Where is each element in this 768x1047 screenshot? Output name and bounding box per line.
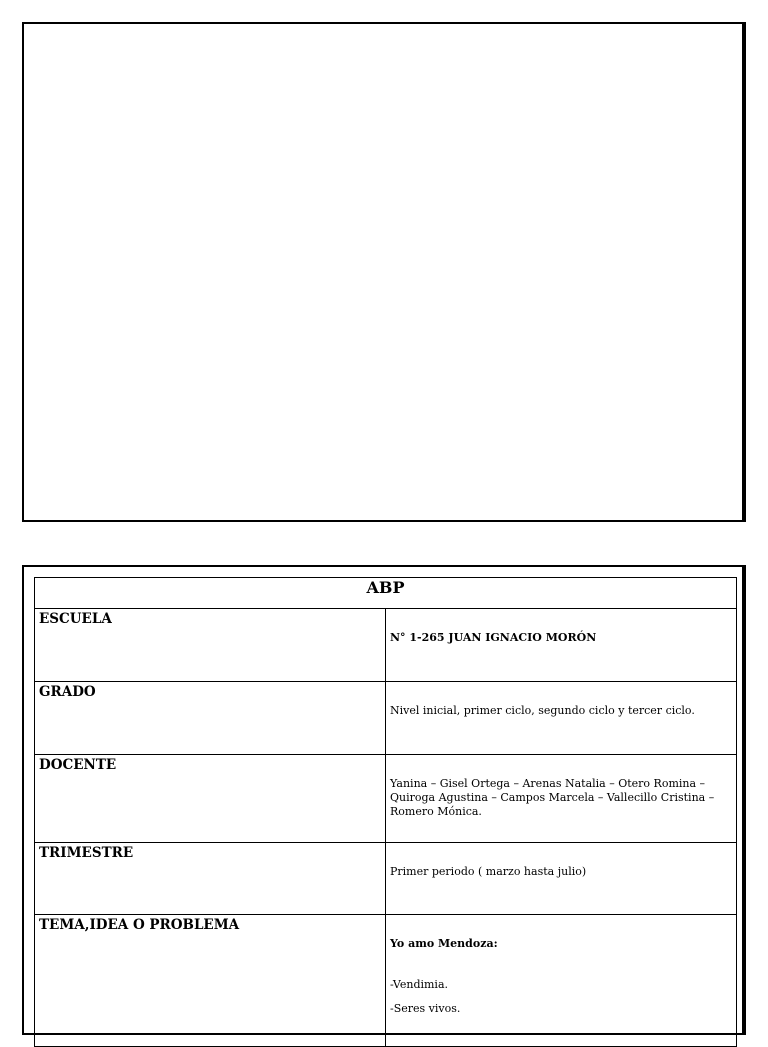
trimestre-label: TRIMESTRE bbox=[35, 843, 386, 915]
tema-label: TEMA,IDEA O PROBLEMA bbox=[35, 915, 386, 1047]
tema-item-seres-vivos: -Seres vivos. bbox=[390, 1002, 461, 1015]
table-row bbox=[35, 755, 737, 843]
tema-value: Yo amo Mendoza: bbox=[390, 937, 498, 950]
table-row bbox=[35, 915, 737, 1047]
tema-value-cell bbox=[386, 915, 737, 1047]
trimestre-value: Primer periodo ( marzo hasta julio) bbox=[390, 865, 587, 878]
docente-label: DOCENTE bbox=[35, 755, 386, 843]
grado-value-cell bbox=[386, 682, 737, 755]
document-page bbox=[22, 565, 744, 1035]
docente-value-cell bbox=[386, 755, 737, 843]
docente-value: Yanina – Gisel Ortega – Arenas Natalia – Otero Romina – Quiroga Agustina – Campos Marcela – Vallecillo Cristina – Romero Mónica. bbox=[390, 777, 715, 818]
grado-value: Nivel inicial, primer ciclo, segundo ciclo y tercer ciclo. bbox=[390, 704, 695, 717]
table-title: ABP bbox=[35, 578, 737, 609]
table-row bbox=[35, 843, 737, 915]
blank-page bbox=[22, 22, 744, 522]
escuela-value-cell bbox=[386, 609, 737, 682]
grado-label: GRADO bbox=[35, 682, 386, 755]
table-row bbox=[35, 609, 737, 682]
escuela-label: ESCUELA bbox=[35, 609, 386, 682]
trimestre-value-cell bbox=[386, 843, 737, 915]
tema-item-vendimia: -Vendimia. bbox=[390, 978, 449, 991]
table-row bbox=[35, 682, 737, 755]
escuela-value: N° 1-265 JUAN IGNACIO MORÓN bbox=[390, 631, 597, 644]
abp-table bbox=[34, 577, 737, 1047]
